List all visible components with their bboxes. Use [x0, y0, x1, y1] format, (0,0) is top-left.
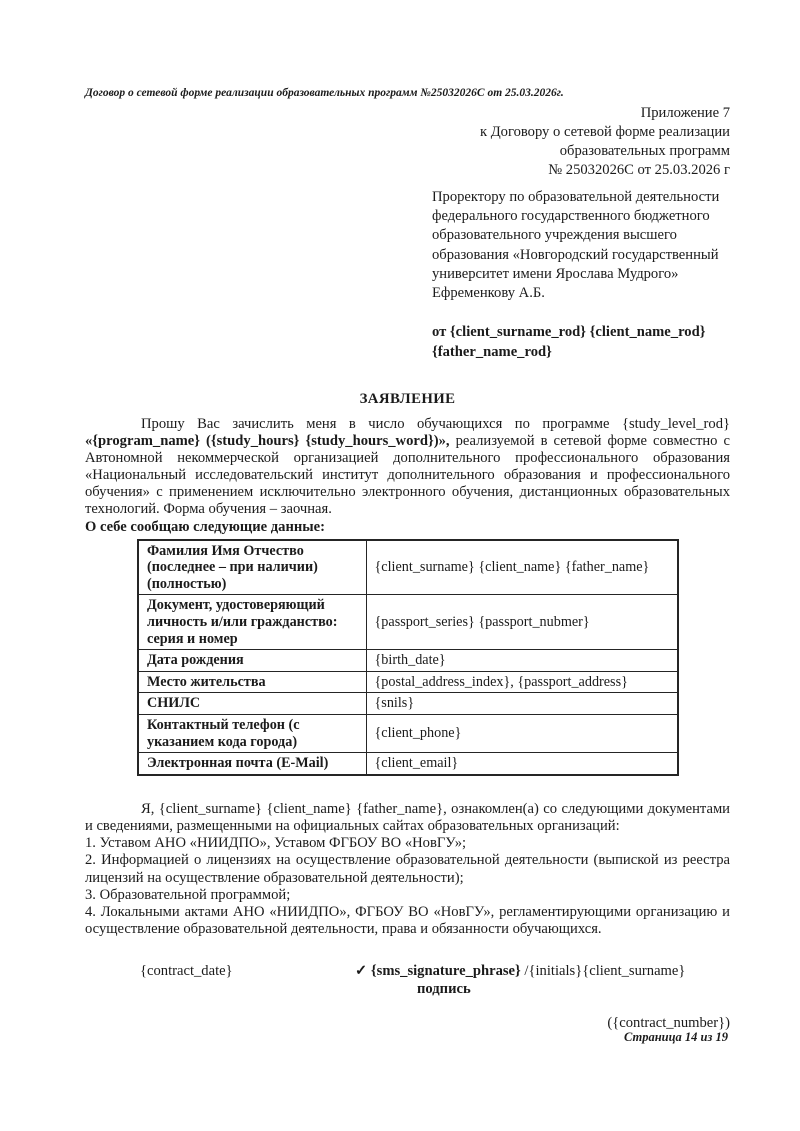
signature-line: [355, 962, 730, 980]
appendix-line: Приложение 7: [640, 105, 730, 121]
signature-date: {contract_date}: [140, 963, 233, 980]
appendix-line: к Договору о сетевой форме реализации: [479, 124, 730, 140]
acknowledgment-item: 3. Образовательной программой;: [85, 886, 291, 903]
signature-block: [355, 962, 730, 999]
recipient-line: университет имени Ярослава Мудрого»: [432, 265, 679, 282]
intro-text-start: Прошу Вас зачислить меня в число обучающихся по программе {study_level_rod}: [141, 416, 730, 433]
recipient-line: образования «Новгородский государственный: [432, 246, 719, 263]
recipient-line: Проректору по образовательной деятельности: [432, 189, 720, 205]
signature-row: [85, 962, 730, 1004]
personal-data-heading: О себе сообщаю следующие данные:: [85, 518, 326, 535]
signature-initials: /{initials}{client_surname}: [520, 963, 686, 980]
recipient-block: [432, 188, 730, 303]
contract-number: ({contract_number}): [607, 1015, 730, 1032]
row-label: Фамилия Имя Отчество (последнее – при наличии) (полностью): [138, 540, 366, 595]
acknowledgment-item: 1. Уставом АНО «НИИДПО», Уставом ФГБОУ ВО «НовГУ»;: [85, 835, 467, 852]
appendix-line: образовательных программ: [559, 143, 730, 159]
from-line: от {client_surname_rod} {client_name_rod}: [432, 324, 706, 341]
row-value: {birth_date}: [366, 650, 678, 672]
table-row: [138, 753, 678, 775]
row-label: Электронная почта (E-Mail): [138, 753, 366, 775]
table-row: [138, 715, 678, 753]
table-row: [138, 540, 678, 595]
recipient-line: федерального государственного бюджетного: [432, 208, 710, 225]
row-value: {postal_address_index}, {passport_address}: [366, 671, 678, 693]
recipient-line: образовательного учреждения высшего: [432, 227, 677, 244]
signature-caption: подпись: [417, 981, 471, 998]
row-label: Контактный телефон (с указанием кода города): [138, 715, 366, 753]
row-value: {passport_series} {passport_nubmer}: [366, 595, 678, 650]
row-label: СНИЛС: [138, 693, 366, 715]
table-row: [138, 693, 678, 715]
acknowledgment-intro: Я, {client_surname} {client_name} {father_name}, ознакомлен(а) со следующими документами и сведениями, размещенными на официальных сайтах образовательных организаций:: [85, 800, 730, 834]
row-value: {client_phone}: [366, 715, 678, 753]
appendix-line: № 25032026С от 25.03.2026 г: [548, 162, 730, 178]
document-title: ЗАЯВЛЕНИЕ: [359, 391, 456, 408]
acknowledgment-block: [85, 801, 730, 939]
check-icon: ✓: [355, 963, 368, 980]
table-row: [138, 595, 678, 650]
contract-reference: Договор о сетевой форме реализации образовательных программ №25032026С от 25.03.2026г.: [85, 87, 564, 99]
intro-text-end: реализуемой в сетевой форме совместно с Автономной некоммерческой организацией дополнительного профессионального образования «Национальный исследовательский институт дополнительного образования и профессионального обучения» с применением исключительно электронного обучения, дистанционных образовательных технологий. Форма обучения – заочная.: [85, 433, 730, 517]
sms-signature-phrase: {sms_signature_phrase}: [370, 963, 521, 980]
row-label: Место жительства: [138, 671, 366, 693]
from-line: {father_name_rod}: [432, 343, 552, 360]
row-label: Документ, удостоверяющий личность и/или гражданство: серия и номер: [138, 595, 366, 650]
row-label: Дата рождения: [138, 650, 366, 672]
personal-data-table: [137, 539, 679, 776]
acknowledgment-item: 4. Локальными актами АНО «НИИДПО», ФГБОУ ВО «НовГУ», регламентирующими организацию и осуществление образовательной деятельности, права и обязанности обучающихся.: [85, 904, 730, 938]
row-value: {client_surname} {client_name} {father_name}: [366, 540, 678, 595]
appendix-block: [85, 104, 730, 180]
from-block: [432, 323, 730, 362]
recipient-line: Ефременкову А.Б.: [432, 285, 545, 302]
page-number: Страница 14 из 19: [623, 1030, 728, 1044]
row-value: {snils}: [366, 693, 678, 715]
application-paragraph: [85, 416, 730, 517]
table-row: [138, 671, 678, 693]
row-value: {client_email}: [366, 753, 678, 775]
program-name-placeholder: «{program_name} ({study_hours} {study_hours_word})»,: [85, 433, 450, 450]
acknowledgment-item: 2. Информацией о лицензиях на осуществление образовательной деятельности (выпиской из реестра лицензий на осуществление образовательной деятельности);: [85, 852, 730, 886]
table-row: [138, 650, 678, 672]
